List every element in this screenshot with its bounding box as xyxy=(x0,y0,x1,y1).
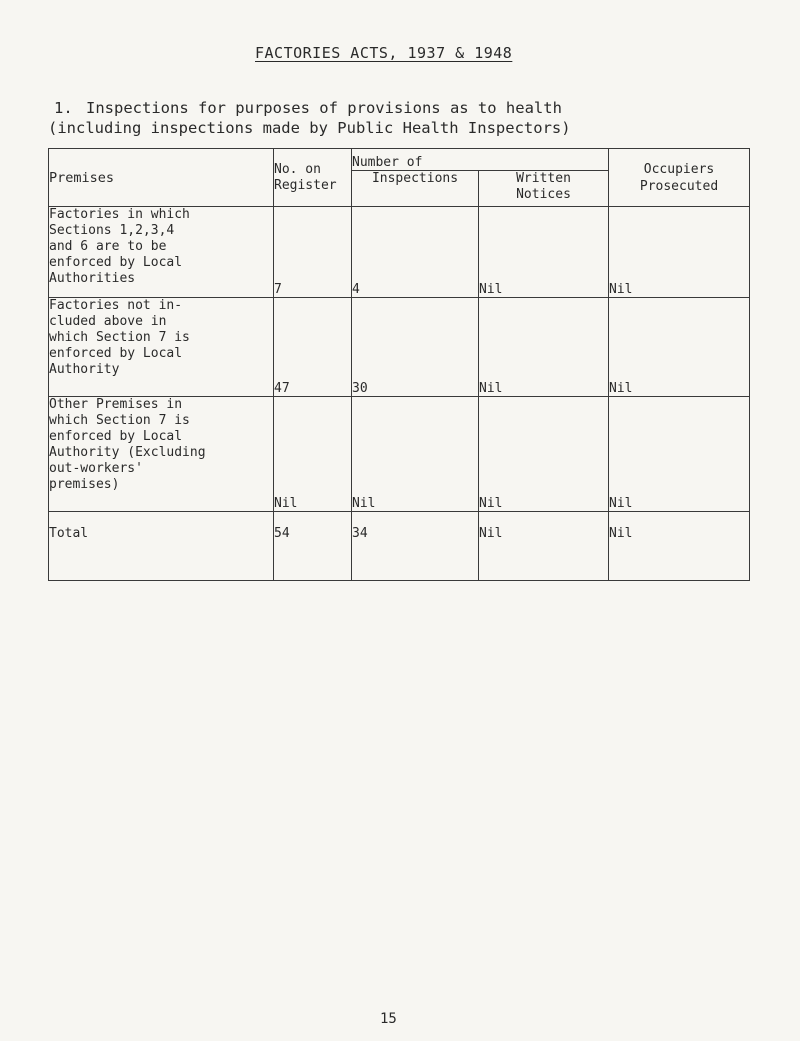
row-premises: Total xyxy=(49,512,274,581)
header-inspections: Inspections xyxy=(352,171,479,207)
section-heading-line1: Inspections for purposes of provisions as to health xyxy=(86,99,562,117)
row-occupiers-prosecuted: Nil xyxy=(609,207,750,298)
header-written-notices: Written Notices xyxy=(479,171,609,207)
row-occupiers-prosecuted: Nil xyxy=(609,298,750,397)
table-row xyxy=(49,397,750,512)
row-written-notices: Nil xyxy=(479,512,609,581)
inspections-table xyxy=(48,148,750,581)
row-occupiers-prosecuted: Nil xyxy=(609,397,750,512)
row-inspections: 4 xyxy=(352,207,479,298)
row-inspections: 34 xyxy=(352,512,479,581)
row-register: 54 xyxy=(274,512,352,581)
page-number: 15 xyxy=(380,1011,397,1027)
header-register: No. on Register xyxy=(274,149,352,207)
header-number-of: Number of xyxy=(352,149,609,171)
section-heading xyxy=(48,98,768,138)
row-register: Nil xyxy=(274,397,352,512)
row-occupiers-prosecuted: Nil xyxy=(609,512,750,581)
row-inspections: 30 xyxy=(352,298,479,397)
row-written-notices: Nil xyxy=(479,207,609,298)
table-row-total xyxy=(49,512,750,581)
header-premises: Premises xyxy=(49,149,274,207)
page-title: FACTORIES ACTS, 1937 & 1948 xyxy=(255,44,513,62)
row-written-notices: Nil xyxy=(479,397,609,512)
row-premises: Other Premises in which Section 7 is enforced by Local Authority (Excluding out-workers' premises) xyxy=(49,397,274,512)
row-written-notices: Nil xyxy=(479,298,609,397)
section-number: 1. xyxy=(54,99,73,117)
row-premises: Factories in which Sections 1,2,3,4 and 6 are to be enforced by Local Authorities xyxy=(49,207,274,298)
row-premises: Factories not in- cluded above in which Section 7 is enforced by Local Authority xyxy=(49,298,274,397)
header-occupiers-prosecuted: Occupiers Prosecuted xyxy=(609,149,750,207)
row-register: 7 xyxy=(274,207,352,298)
section-heading-line2: (including inspections made by Public Health Inspectors) xyxy=(48,119,571,137)
row-register: 47 xyxy=(274,298,352,397)
row-inspections: Nil xyxy=(352,397,479,512)
table-row xyxy=(49,207,750,298)
table-row xyxy=(49,298,750,397)
